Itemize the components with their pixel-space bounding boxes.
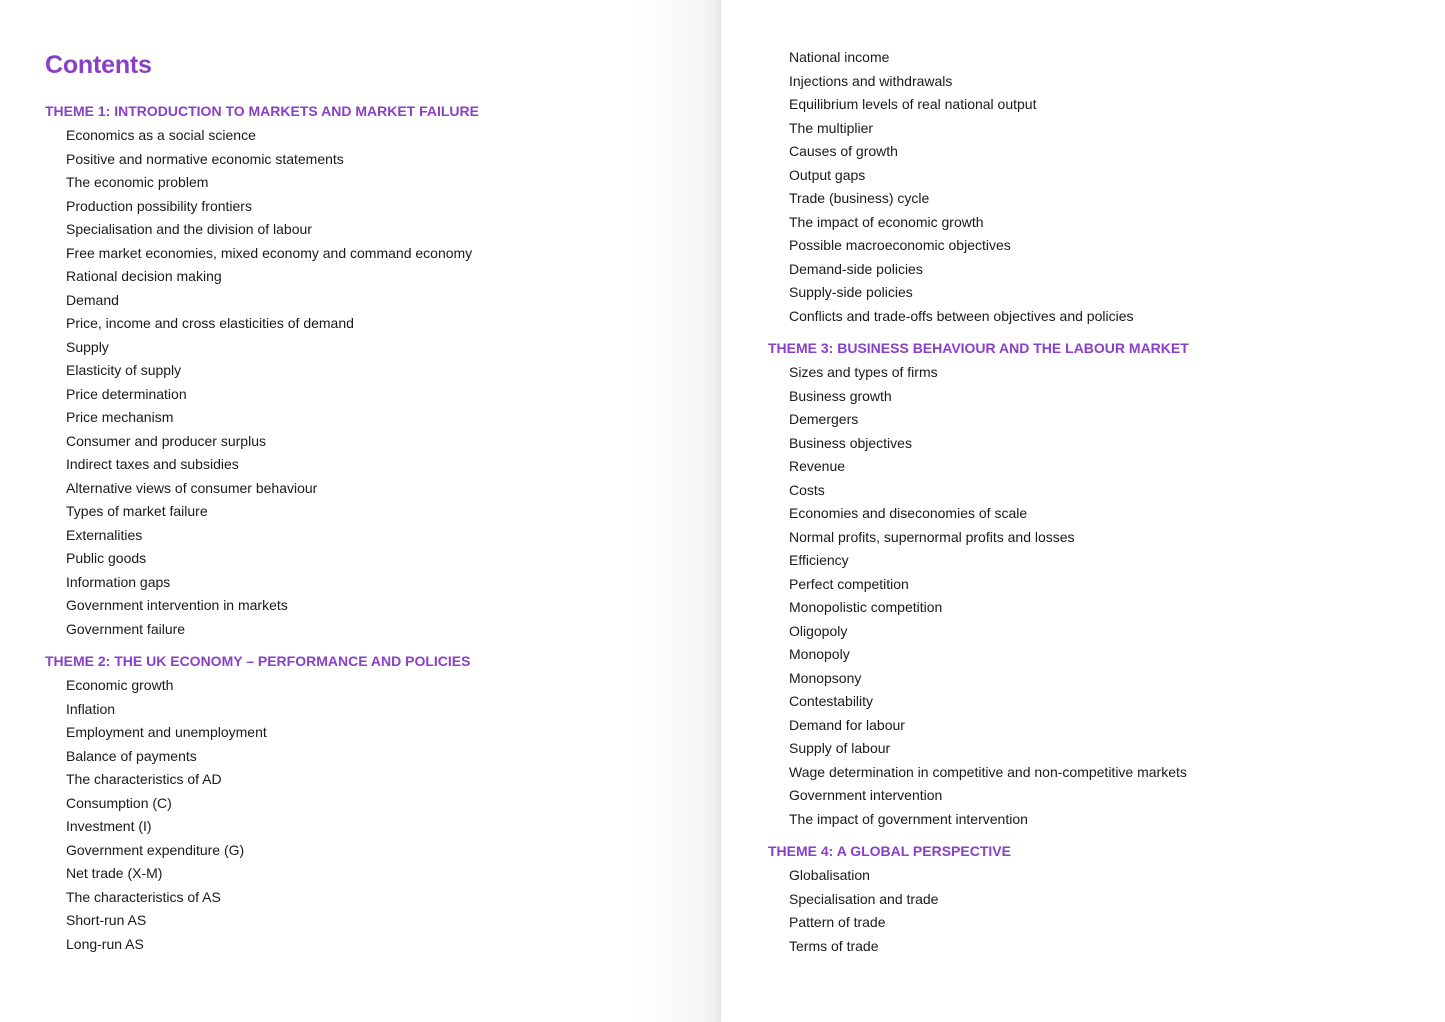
contents-item: Monopoly	[789, 646, 850, 662]
theme-1-items	[45, 124, 721, 641]
contents-item: Elasticity of supply	[66, 362, 182, 378]
contents-item: Monopsony	[789, 669, 862, 686]
contents-item: Equilibrium levels of real national output	[789, 96, 1037, 112]
contents-item: Revenue	[789, 458, 846, 474]
theme-2-items	[45, 674, 721, 956]
contents-item: Net trade (X-M)	[66, 865, 163, 881]
contents-item: The impact of economic growth	[789, 213, 984, 230]
contents-item: Demergers	[789, 411, 859, 427]
theme-2-heading: THEME 2: THE UK ECONOMY – PERFORMANCE AND POLICIES	[45, 653, 471, 669]
theme-1-heading: THEME 1: INTRODUCTION TO MARKETS AND MARKET FAILURE	[45, 103, 479, 119]
theme-3-items	[768, 361, 1445, 831]
contents-item: Specialisation and the division of labour	[66, 221, 312, 237]
contents-item: Price determination	[66, 385, 187, 402]
contents-item: Types of market failure	[66, 503, 208, 519]
contents-item: Specialisation and trade	[789, 890, 939, 907]
contents-item: Demand for labour	[789, 716, 905, 733]
contents-item: Monopolistic competition	[789, 599, 943, 615]
contents-item: Terms of trade	[789, 937, 879, 954]
contents-item: Government intervention	[789, 787, 943, 803]
contents-item: The economic problem	[66, 174, 209, 190]
contents-item: Employment and unemployment	[66, 724, 267, 740]
theme-2-items-continued	[768, 46, 1445, 328]
contents-item: Investment (I)	[66, 818, 152, 834]
theme-2-section	[45, 651, 721, 956]
contents-item: Supply of labour	[789, 740, 891, 756]
contents-title: Contents	[45, 51, 152, 79]
contents-item: Price mechanism	[66, 409, 174, 425]
contents-item: Indirect taxes and subsidies	[66, 456, 239, 472]
contents-item: The multiplier	[789, 119, 874, 136]
theme-4-items	[768, 864, 1445, 958]
contents-item: Economic growth	[66, 677, 174, 693]
contents-item: Business objectives	[789, 434, 912, 451]
contents-item: Normal profits, supernormal profits and losses	[789, 528, 1075, 545]
contents-item: Business growth	[789, 387, 892, 404]
contents-item: Government intervention in markets	[66, 597, 288, 613]
left-page	[0, 0, 721, 1022]
contents-item: Inflation	[66, 700, 116, 717]
contents-item: Economics as a social science	[66, 127, 256, 143]
contents-item: Demand-side policies	[789, 260, 923, 277]
contents-item: Efficiency	[789, 552, 849, 568]
contents-item: Wage determination in competitive and non-competitive markets	[789, 763, 1187, 780]
theme-4-heading: THEME 4: A GLOBAL PERSPECTIVE	[768, 843, 1011, 859]
contents-item: Consumer and producer surplus	[66, 432, 266, 449]
contents-item: Alternative views of consumer behaviour	[66, 479, 318, 496]
contents-item: Output gaps	[789, 166, 866, 183]
contents-item: Price, income and cross elasticities of demand	[66, 315, 354, 331]
theme-1-section	[45, 101, 721, 641]
contents-item: Sizes and types of firms	[789, 364, 938, 380]
theme-3-heading: THEME 3: BUSINESS BEHAVIOUR AND THE LABOUR MARKET	[768, 340, 1189, 356]
contents-item: Rational decision making	[66, 268, 222, 284]
contents-item: Globalisation	[789, 867, 870, 883]
contents-item: The impact of government intervention	[789, 810, 1028, 827]
contents-item: Costs	[789, 481, 825, 498]
contents-item: Oligopoly	[789, 622, 848, 639]
contents-item: National income	[789, 49, 890, 65]
contents-item: Supply-side policies	[789, 284, 913, 300]
contents-item: Government failure	[66, 620, 186, 637]
contents-item: Conflicts and trade-offs between objectives and policies	[789, 307, 1134, 324]
theme-3-section	[768, 338, 1445, 831]
contents-item: Economies and diseconomies of scale	[789, 505, 1028, 521]
contents-item: The characteristics of AD	[66, 771, 222, 787]
contents-item: Supply	[66, 338, 109, 355]
contents-item: Causes of growth	[789, 143, 898, 159]
contents-item: Short-run AS	[66, 912, 147, 928]
contents-item: Demand	[66, 291, 119, 308]
contents-item: Government expenditure (G)	[66, 841, 245, 858]
contents-item: Pattern of trade	[789, 914, 886, 930]
contents-item: Consumption (C)	[66, 794, 172, 811]
contents-item: Long-run AS	[66, 935, 144, 952]
contents-item: Injections and withdrawals	[789, 72, 953, 89]
contents-item: The characteristics of AS	[66, 888, 221, 905]
contents-item: Possible macroeconomic objectives	[789, 237, 1011, 253]
contents-item: Production possibility frontiers	[66, 197, 252, 214]
contents-item: Perfect competition	[789, 575, 909, 592]
contents-item: Public goods	[66, 550, 147, 566]
contents-item: Balance of payments	[66, 747, 197, 764]
theme-4-section	[768, 841, 1445, 958]
contents-item: Contestability	[789, 693, 874, 709]
contents-item: Trade (business) cycle	[789, 190, 930, 206]
contents-item: Positive and normative economic statements	[66, 150, 344, 167]
contents-item: Externalities	[66, 526, 143, 543]
contents-item: Free market economies, mixed economy and command economy	[66, 244, 473, 261]
contents-item: Information gaps	[66, 573, 171, 590]
right-page	[721, 0, 1445, 1022]
